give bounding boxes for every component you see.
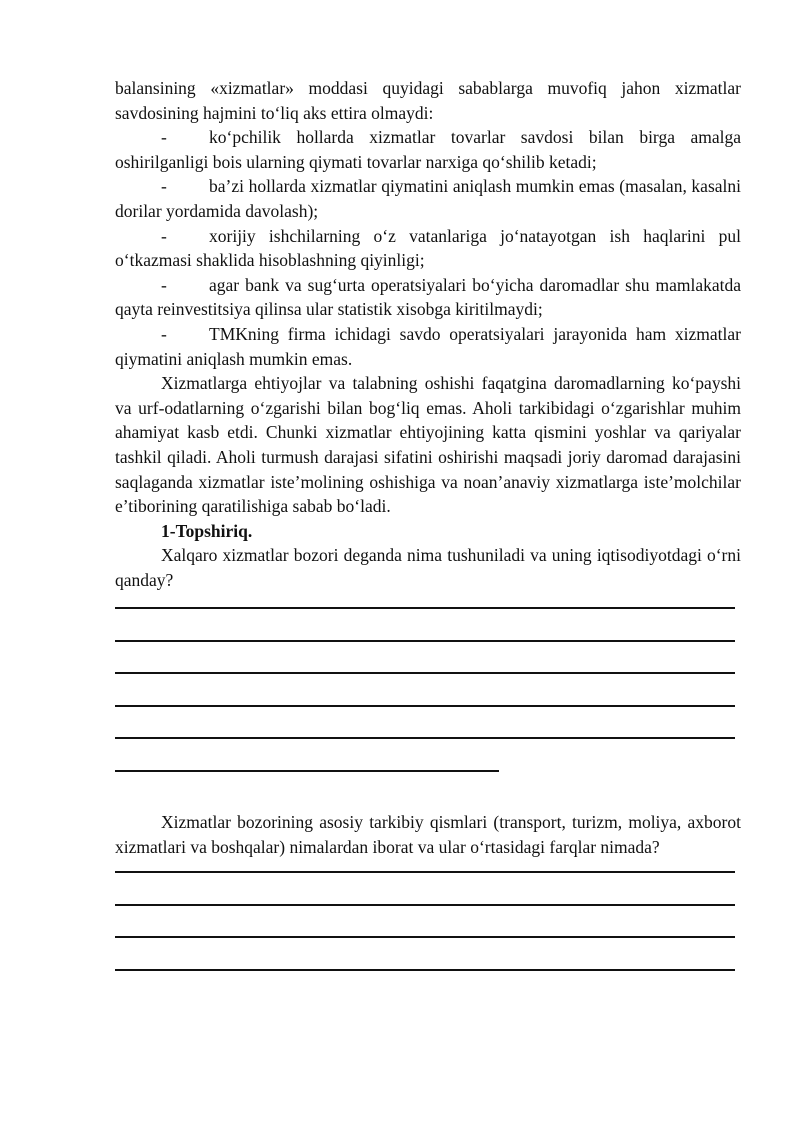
intro-paragraph: balansining «xizmatlar» moddasi quyidagi sabablarga muvofiq jahon xizmatlar savdosining hajmini to‘liq aks ettira olmaydi: [115,78,741,123]
answer-line[interactable] [115,592,735,609]
answer-area-1[interactable] [115,592,741,772]
bullet-text: ko‘pchilik hollarda xizmatlar tovarlar savdosi bilan birga amalga oshirilganligi bois ularning qiymati tovarlar narxiga qo‘shilib ketadi; [115,127,741,172]
spacer [115,772,741,810]
answer-line[interactable] [115,642,735,675]
answer-line[interactable] [115,873,735,906]
bullet-text: xorijiy ishchilarning o‘z vatanlariga jo‘natayotgan ish haqlarini pul o‘tkazmasi shaklida hisoblashning qiyinligi; [115,225,741,271]
answer-line[interactable] [115,609,735,642]
answer-line[interactable] [115,859,735,873]
bullet-item-5 [115,322,741,371]
answer-area-2[interactable] [115,859,741,971]
answer-line[interactable] [115,674,735,707]
answer-line[interactable] [115,938,735,971]
answer-line[interactable] [115,906,735,939]
bullet-marker: - [161,127,167,148]
bullet-item-2 [115,174,741,223]
bullet-marker: - [161,225,167,246]
body-paragraph: Xizmatlarga ehtiyojlar va talabning oshishi faqatgina daromadlarning ko‘payshi va urf-odatlarning o‘zgarishi bilan bog‘liq emas. Aholi tarkibidagi o‘zgarishlar muhim ahamiyat kasb etdi. Chunki xizmatlar ehtiyojining katta qismini yoshlar va qariyalar tashkil qiladi. Aholi turmush darajasi sifatini oshirishi maqsadi joriy daromad darajasini saqlaganda xizmatlar iste’molining oshishiga va noan’anaviy xizmatlarga iste’molchilar e’tiborining qaratilishiga sabab bo‘ladi. [115,373,741,517]
bullet-marker: - [161,176,167,197]
answer-line[interactable] [115,739,499,772]
bullet-text: agar bank va sug‘urta operatsiyalari bo‘yicha daromadlar shu mamlakatda qayta reinvestitsiya qilinsa ular statistik xisobga kiritilmaydi; [115,274,741,320]
bullet-item-4 [115,273,741,322]
document-page [115,76,741,971]
bullet-item-3 [115,224,741,273]
bullet-text: ba’zi hollarda xizmatlar qiymatini aniqlash mumkin emas (masalan, kasalni dorilar yordamida davolash); [115,176,741,221]
bullet-text: TMKning firma ichidagi savdo operatsiyalari jarayonida ham xizmatlar qiymatini aniqlash mumkin emas. [115,323,741,369]
question-2: Xizmatlar bozorining asosiy tarkibiy qismlari (transport, turizm, moliya, axborot xizmatlari va boshqalar) nimalardan iborat va ular o‘rtasidagi farqlar nimada? [115,811,741,857]
task-heading: 1-Topshiriq. [161,520,253,541]
bullet-item-1 [115,125,741,174]
bullet-marker: - [161,274,167,295]
answer-line[interactable] [115,707,735,740]
question-1: Xalqaro xizmatlar bozori deganda nima tushuniladi va uning iqtisodiyotdagi o‘rni qanday? [115,545,741,590]
bullet-marker: - [161,323,167,344]
